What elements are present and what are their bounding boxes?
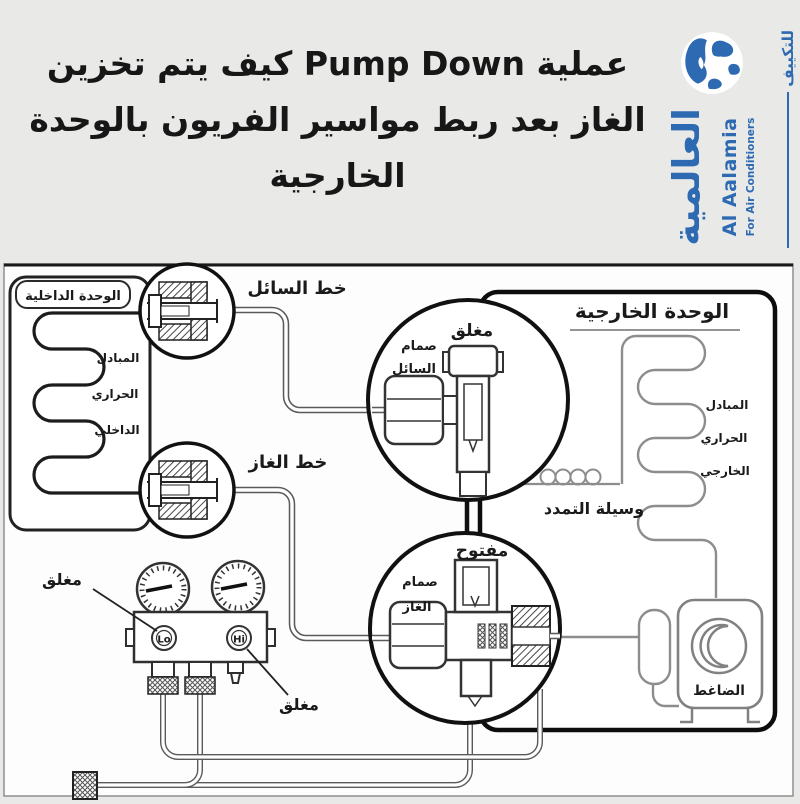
indoor-unit-label: الوحدة الداخلية: [25, 289, 121, 304]
gas-line-label: خط الغاز: [248, 452, 328, 473]
hose-coupler-left: [148, 677, 178, 694]
outdoor-unit-label: الوحدة الخارجية: [574, 299, 730, 323]
gas-valve-name-1: صمام: [402, 575, 438, 590]
brand-english: Al Aalamia: [719, 117, 741, 237]
gas-valve-name-2: الغاز: [402, 600, 432, 615]
liquid-valve-name-2: السائل: [392, 362, 436, 377]
brand-arabic: العالمية: [665, 108, 708, 246]
high-port-label: Hi: [233, 634, 245, 646]
company-logo: [665, 28, 799, 254]
pump-down-diagram: [0, 260, 800, 800]
low-knob[interactable]: [126, 629, 134, 646]
title-line-2: الغاز بعد ربط مواسير الفريون بالوحدة: [29, 100, 646, 139]
hose-end-cap: [73, 772, 97, 799]
compressor: [678, 600, 762, 722]
expansion-device-label: وسيلة التمدد: [543, 499, 645, 518]
gas-flare-detail: [140, 443, 234, 537]
svg-text:الحراري: الحراري: [700, 431, 748, 445]
indoor-unit: [10, 277, 150, 530]
svg-text:الخارجي: الخارجي: [700, 464, 750, 478]
high-pressure-gauge: [212, 561, 264, 613]
low-knob-status: مغلق: [42, 570, 82, 589]
svg-text:الحراري: الحراري: [91, 387, 139, 401]
compressor-label: الضاغط: [693, 683, 745, 699]
brand-tagline-arabic-row: [779, 30, 797, 248]
svg-text:المبادل: المبادل: [705, 398, 749, 412]
svg-text:المبادل: المبادل: [96, 351, 140, 365]
high-knob-status: مغلق: [279, 695, 319, 714]
liquid-valve-name-1: صمام: [401, 339, 437, 354]
low-pressure-gauge: [137, 563, 189, 615]
liquid-flare-detail: [140, 264, 234, 358]
service-port-nozzle: [231, 673, 240, 683]
liquid-valve-flare-nut: [385, 376, 443, 444]
low-port-label: Lo: [157, 634, 171, 646]
high-knob[interactable]: [267, 629, 275, 646]
liquid-service-valve-detail: [368, 300, 568, 500]
gas-service-valve-detail: [370, 533, 560, 723]
globe-icon: [679, 30, 745, 96]
title-line-1: عملية Pump Down كيف يتم تخزين: [46, 44, 629, 83]
indoor-heat-exchanger-label: [92, 351, 140, 437]
liquid-valve-status: مغلق: [450, 321, 494, 341]
gas-valve-status: مفتوح: [455, 541, 509, 561]
page-title: [10, 36, 665, 204]
tagline-rule: [787, 92, 789, 248]
accumulator: [639, 610, 670, 684]
brand-tagline-english: For Air Conditioners: [745, 117, 757, 237]
diagram-svg: [0, 260, 800, 800]
title-line-3: الخارجية: [269, 156, 406, 195]
hose-coupler-right: [185, 677, 215, 694]
svg-text:الداخلي: الداخلي: [94, 423, 140, 437]
outdoor-heat-exchanger-label: [700, 398, 749, 478]
liquid-line-label: خط السائل: [247, 278, 347, 299]
brand-tagline-arabic: للتكييف: [779, 30, 797, 87]
